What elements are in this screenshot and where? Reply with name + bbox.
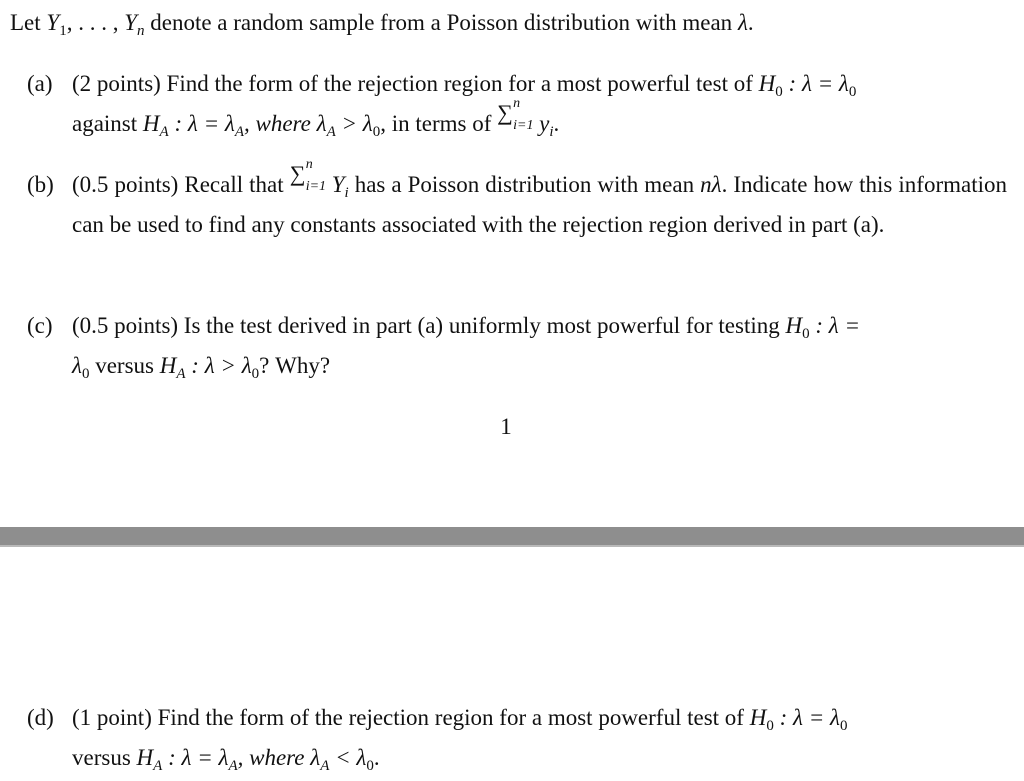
math-expr: > λ bbox=[335, 111, 373, 136]
question-text bbox=[72, 157, 1007, 245]
math-H: H bbox=[785, 313, 803, 338]
math-y: y bbox=[539, 111, 550, 136]
subscript: 0 bbox=[372, 124, 381, 140]
question-text bbox=[72, 64, 1007, 144]
page-separator bbox=[0, 527, 1024, 547]
question-text bbox=[72, 698, 1007, 778]
math-expr: , where λ bbox=[237, 745, 321, 770]
subscript: 0 bbox=[766, 718, 774, 734]
question-label: (b) bbox=[27, 172, 54, 197]
text: (0.5 points) Recall that bbox=[72, 172, 290, 197]
sum-lower: i=1 bbox=[513, 118, 534, 133]
math-lambda: λ bbox=[72, 353, 82, 378]
math-H: H bbox=[758, 71, 776, 96]
page-number: 1 bbox=[500, 414, 512, 439]
math-expr: : λ = λ bbox=[168, 111, 235, 136]
period: . bbox=[553, 111, 560, 136]
math-Y: Y bbox=[124, 10, 137, 35]
text: ? Why? bbox=[259, 353, 331, 378]
question-label: (d) bbox=[27, 705, 54, 730]
text: , in terms of bbox=[380, 111, 498, 136]
text: (2 points) Find the form of the rejection region for a most powerful test of bbox=[72, 71, 759, 96]
subscript: A bbox=[176, 366, 186, 382]
math-n-lambda: nλ bbox=[700, 172, 722, 197]
subscript: A bbox=[153, 758, 163, 774]
math-H: H bbox=[159, 353, 177, 378]
math-expr: : λ = λ bbox=[782, 71, 849, 96]
text: versus bbox=[89, 353, 160, 378]
intro-text: denote a random sample from a Poisson distribution with mean bbox=[144, 10, 738, 35]
period: . bbox=[373, 745, 380, 770]
text: has a Poisson distribution with mean bbox=[348, 172, 701, 197]
subscript: 1 bbox=[59, 23, 67, 39]
intro-text: Let bbox=[10, 10, 47, 35]
question-c bbox=[27, 306, 1007, 386]
subscript: A bbox=[159, 124, 169, 140]
math-H: H bbox=[749, 705, 767, 730]
question-a bbox=[27, 64, 1007, 144]
subscript: 0 bbox=[81, 366, 90, 382]
summation-symbol bbox=[497, 96, 539, 133]
question-b bbox=[27, 157, 1007, 245]
math-expr: : λ = λ bbox=[162, 745, 229, 770]
subscript: 0 bbox=[366, 758, 374, 774]
summation-symbol bbox=[289, 157, 332, 194]
math-Y: Y bbox=[46, 10, 60, 35]
text: . Indicate how this information can be used to find any constants associated with the rejection region derived in part (a). bbox=[72, 172, 1007, 237]
problem-intro bbox=[10, 6, 1010, 40]
subscript: n bbox=[137, 23, 145, 39]
sum-upper: n bbox=[305, 157, 313, 172]
sum-upper: n bbox=[513, 96, 521, 111]
math-expr: : λ > λ bbox=[185, 353, 252, 378]
subscript: 0 bbox=[251, 366, 260, 382]
period: . bbox=[747, 10, 754, 35]
subscript: 0 bbox=[775, 84, 783, 100]
math-H: H bbox=[142, 111, 160, 136]
text: (0.5 points) Is the test derived in part (a) uniformly most powerful for testing bbox=[72, 313, 786, 338]
document-page-2 bbox=[0, 547, 1024, 781]
math-expr: : λ = λ bbox=[773, 705, 840, 730]
subscript: A bbox=[320, 758, 330, 774]
ellipsis: , . . . , bbox=[66, 10, 125, 35]
math-lambda: λ bbox=[737, 10, 748, 35]
math-expr: < λ bbox=[329, 745, 367, 770]
sigma-glyph: ∑ bbox=[497, 100, 513, 125]
subscript: 0 bbox=[848, 84, 857, 100]
math-expr: , where λ bbox=[243, 111, 327, 136]
math-expr: : λ = bbox=[809, 313, 861, 338]
subscript: 0 bbox=[802, 326, 810, 342]
subscript: A bbox=[228, 758, 238, 774]
math-Y: Y bbox=[331, 172, 345, 197]
sum-lower: i=1 bbox=[305, 179, 327, 194]
sigma-glyph: ∑ bbox=[289, 161, 306, 186]
question-d bbox=[27, 698, 1007, 778]
question-text bbox=[72, 306, 1007, 386]
subscript: i bbox=[344, 185, 349, 201]
text: versus bbox=[72, 745, 137, 770]
text: against bbox=[72, 111, 143, 136]
subscript: A bbox=[234, 124, 244, 140]
math-H: H bbox=[136, 745, 154, 770]
subscript: A bbox=[326, 124, 336, 140]
subscript: i bbox=[549, 124, 554, 140]
text: (1 point) Find the form of the rejection region for a most powerful test of bbox=[72, 705, 750, 730]
subscript: 0 bbox=[839, 718, 848, 734]
question-label: (c) bbox=[27, 313, 53, 338]
question-label: (a) bbox=[27, 71, 53, 96]
